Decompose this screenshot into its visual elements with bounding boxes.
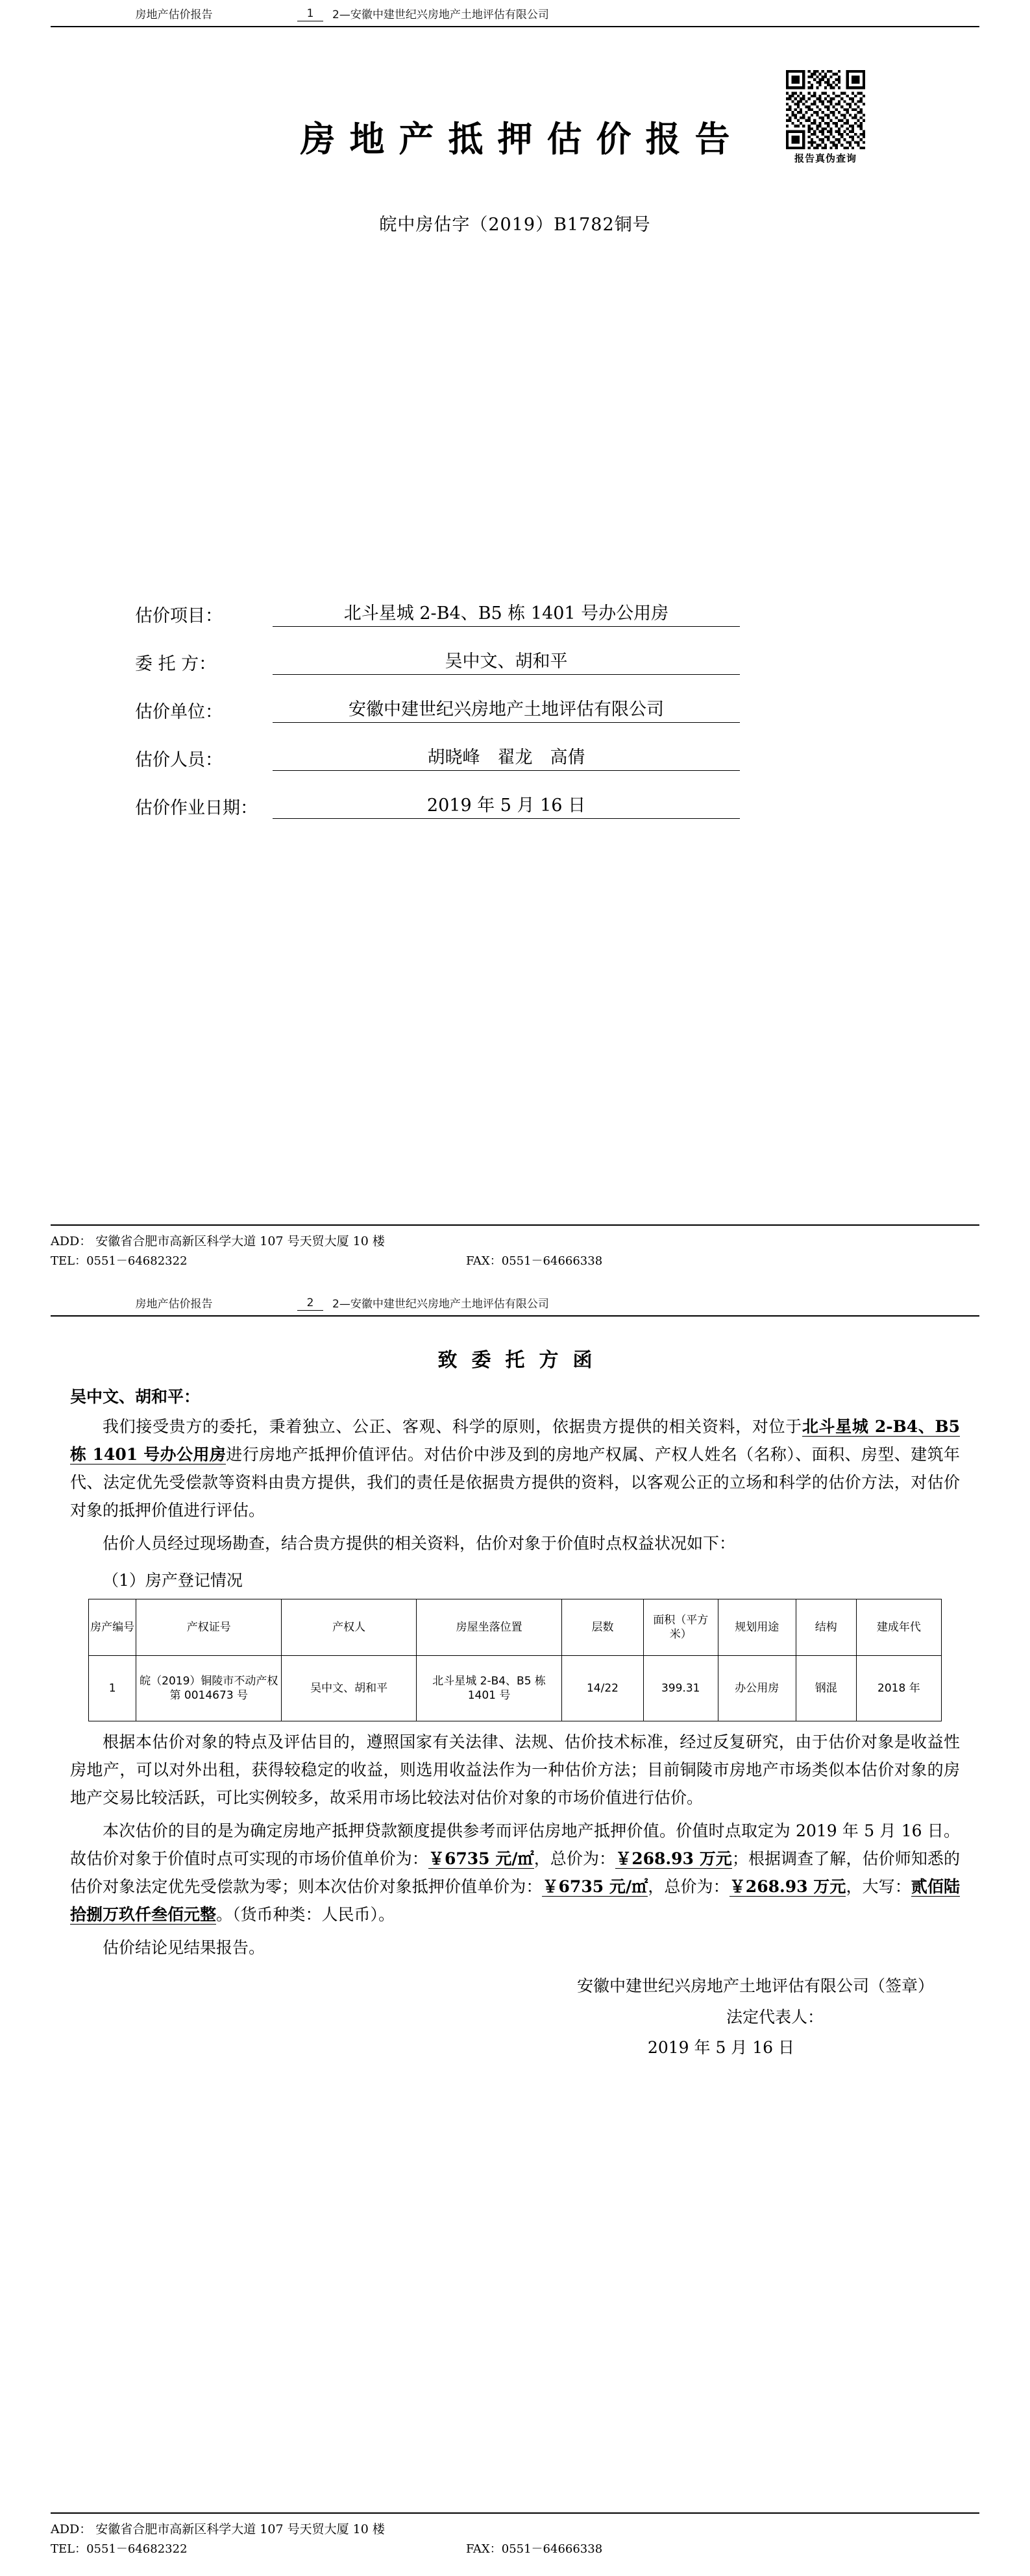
signature-company: 安徽中建世纪兴房地产土地评估有限公司（签章） <box>576 1976 934 1995</box>
info-label-appraisal-unit: 估价单位： <box>135 702 223 722</box>
footer-divider-p2 <box>51 2512 979 2514</box>
footer-address-p2: ADD： 安徽省合肥市高新区科学大道 107 号天贸大厦 10 楼 <box>51 2522 385 2536</box>
info-label-appraisers: 估价人员： <box>135 750 223 770</box>
paragraph-site-survey: 估价人员经过现场勘查，结合贵方提供的相关资料，估价对象于价值时点权益状况如下： <box>103 1534 736 1553</box>
signature-block <box>51 1971 979 2063</box>
info-row-client <box>135 647 979 675</box>
page-1-header <box>51 5 979 21</box>
header-divider <box>51 26 979 27</box>
para1-part-a: 我们接受贵方的委托，秉着独立、公正、客观、科学的原则，依据贵方提供的相关资料，对位于 <box>103 1417 802 1436</box>
para1-part-b: 进行房地产抵押价值评估。对估价中涉及到的房地产权属、产权人姓名（名称）、面积、房型、建筑年代、法定优先受偿款等资料由贵方提供，我们的责任是依据贵方提供的资料，以客观公正的立场和科学的估价方法，对估价对象的抵押价值进行评估。 <box>70 1445 960 1520</box>
signature-legal-rep: 法定代表人： <box>726 2007 824 2026</box>
info-label-date: 估价作业日期： <box>135 798 258 818</box>
info-value-appraisal-unit: 安徽中建世纪兴房地产土地评估有限公司 <box>273 695 740 723</box>
qr-caption: 报告真伪查询 <box>794 152 857 164</box>
page-title: 房地产抵押估价报告 <box>300 119 744 160</box>
signature-date: 2019 年 5 月 16 日 <box>647 2038 794 2057</box>
page-2 <box>0 1288 1030 2576</box>
cell-location: 北斗星城 2-B4、B5 栋 1401 号 <box>417 1656 562 1721</box>
info-value-appraisers: 胡晓峰 翟龙 高倩 <box>273 743 740 771</box>
project-info-block <box>51 599 979 819</box>
cell-floor: 14/22 <box>562 1656 644 1721</box>
table-header-row <box>89 1599 942 1656</box>
amount-in-words: 贰佰陆拾捌万玖仟叁佰元整 <box>70 1877 960 1924</box>
paragraph-valuation-conclusion <box>70 1817 960 1928</box>
footer-divider <box>51 1224 979 1226</box>
col-certificate-no: 产权证号 <box>136 1599 282 1656</box>
report-number: 皖中房估字（2019）B1782铜号 <box>379 215 651 235</box>
info-label-client: 委 托 方： <box>135 654 217 674</box>
cell-structure: 钢混 <box>796 1656 856 1721</box>
header-left-title-p2: 房地产估价报告 <box>135 1298 213 1311</box>
unit-price-mortgage: ￥6735 元/㎡ <box>542 1877 648 1896</box>
footer-contact <box>51 1252 979 1269</box>
footer-fax: FAX：0551－64666338 <box>466 1254 603 1268</box>
col-owner: 产权人 <box>282 1599 417 1656</box>
cell-certificate-no: 皖（2019）铜陵市不动产权第 0014673 号 <box>136 1656 282 1721</box>
para4-part-a: 本次估价的目的是为确定房地产抵押贷款额度提供参考而评估房地产抵押价值。价值时点取定为 2019 年 5 月 16 日。故估价对象于价值时点可实现的市场价值单价为： <box>70 1821 960 1868</box>
header-page-number-p2: 2 <box>297 1296 323 1311</box>
info-row-project <box>135 599 979 627</box>
paragraph-conclusion-reference: 估价结论见结果报告。 <box>103 1938 265 1957</box>
header-page-number: 1 <box>297 7 323 21</box>
salutation: 吴中文、胡和平： <box>70 1387 201 1406</box>
qr-code-icon[interactable] <box>786 70 865 149</box>
col-area: 面积（平方米） <box>643 1599 718 1656</box>
info-value-date: 2019 年 5 月 16 日 <box>273 791 740 819</box>
para1-subject-highlight: 北斗星城 2-B4、B5 栋 1401 号办公用房 <box>70 1417 960 1464</box>
cell-planned-use: 办公用房 <box>718 1656 796 1721</box>
total-price-mortgage: ￥268.93 万元 <box>729 1877 846 1896</box>
total-price-market: ￥268.93 万元 <box>615 1849 732 1868</box>
col-floor: 层数 <box>562 1599 644 1656</box>
info-row-date <box>135 791 979 819</box>
footer-fax-p2: FAX：0551－64666338 <box>466 2542 603 2556</box>
footer-tel-p2: TEL：0551－64682322 <box>51 2542 188 2556</box>
page-1-footer <box>51 1224 979 1269</box>
table-row <box>89 1656 942 1721</box>
footer-contact-p2 <box>51 2540 979 2557</box>
header-company-name-p2: 2—安徽中建世纪兴房地产土地评估有限公司 <box>332 1298 549 1311</box>
page-2-header <box>51 1294 979 1311</box>
info-row-appraisers <box>135 743 979 771</box>
property-registration-table <box>88 1599 942 1721</box>
para4-part-d: ，总价为： <box>648 1877 730 1896</box>
header-company-name: 2—安徽中建世纪兴房地产土地评估有限公司 <box>332 8 549 21</box>
header-left-title: 房地产估价报告 <box>135 8 213 21</box>
col-build-year: 建成年代 <box>856 1599 941 1656</box>
col-planned-use: 规划用途 <box>718 1599 796 1656</box>
para4-part-b: ，总价为： <box>533 1849 616 1868</box>
header-divider-p2 <box>51 1315 979 1317</box>
paragraph-methodology: 根据本估价对象的特点及评估目的，遵照国家有关法律、法规、估价技术标准，经过反复研究，由于估价对象是收益性房地产，可以对外出租，获得较稳定的收益，则选用收益法作为一种估价方法；目前铜陵市房地产市场类似本估价对象的房地产交易比较活跃，可比实例较多，故采用市场比较法对估价对象的市场价值进行估价。 <box>70 1732 960 1807</box>
info-row-appraisal-unit <box>135 695 979 723</box>
info-label-project: 估价项目： <box>135 606 223 626</box>
para4-part-c: ；根据调查了解，估价师知悉的估价对象法定优先受偿款为零；则本次估价对象抵押价值单价为： <box>70 1849 960 1896</box>
cell-owner: 吴中文、胡和平 <box>282 1656 417 1721</box>
footer-address: ADD： 安徽省合肥市高新区科学大道 107 号天贸大厦 10 楼 <box>51 1234 385 1248</box>
page-2-footer <box>51 2512 979 2557</box>
cell-property-no: 1 <box>89 1656 136 1721</box>
info-value-client: 吴中文、胡和平 <box>273 647 740 675</box>
cell-build-year: 2018 年 <box>856 1656 941 1721</box>
section-title-letter-to-client: 致委托方函 <box>437 1349 607 1372</box>
info-value-project: 北斗星城 2-B4、B5 栋 1401 号办公用房 <box>273 599 740 627</box>
col-property-no: 房产编号 <box>89 1599 136 1656</box>
para4-part-f: 。（货币种类：人民币）。 <box>216 1905 395 1924</box>
paragraph-engagement <box>70 1413 960 1524</box>
cell-area: 399.31 <box>643 1656 718 1721</box>
col-structure: 结构 <box>796 1599 856 1656</box>
unit-price-market: ￥6735 元/㎡ <box>428 1849 534 1868</box>
para4-part-e: ，大写： <box>846 1877 911 1896</box>
footer-tel: TEL：0551－64682322 <box>51 1254 188 1268</box>
qr-code-block <box>778 70 874 165</box>
col-location: 房屋坐落位置 <box>417 1599 562 1656</box>
subsection-property-registration: （1）房产登记情况 <box>103 1571 243 1590</box>
